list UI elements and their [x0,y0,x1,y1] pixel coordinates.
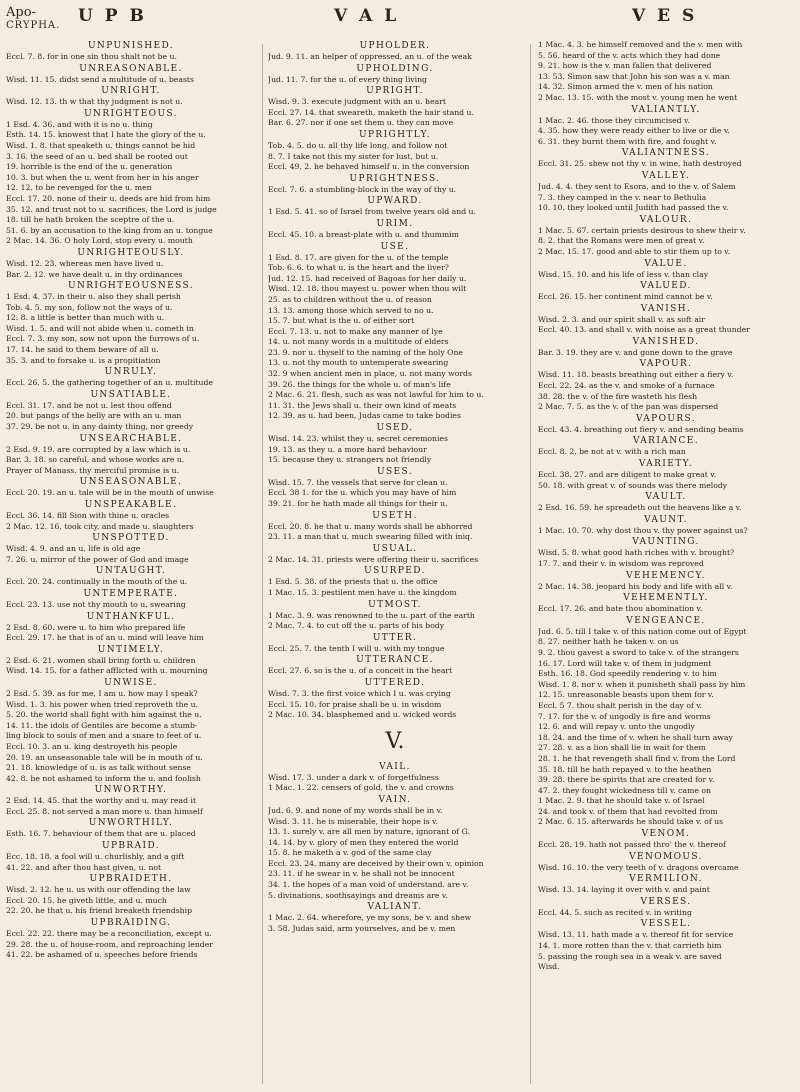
entry-headword: VALIANT. [367,902,423,913]
citation-line: Eccl. 7. 8. for in one sin thou shalt not be u. [6,52,177,61]
citation-line: 24. and took v. of them that had revolted from [538,806,718,816]
citation-line: Jud. 9. 11. an helper of oppressed, an u. of the weak [268,52,472,61]
citation-line: Eccl. 27. 6. so is the u. of a conceit in the heart [268,666,453,676]
citation-line: Eccl. 17. 20. none of their u. deeds are hid from him [6,193,211,203]
citation-line: 22. 20. he that u. his friend breaketh friendship [6,906,193,916]
citation-line: 2 Esd. 6. 21. women shall bring forth u. children [6,655,196,665]
entry-headword: UPBRAID. [101,841,161,852]
entry-headword: USE. [380,241,410,252]
citation-line: Wisd. 1. 8. that speaketh u. things cannot be hid [6,140,196,150]
citation-line: 20. but pangs of the belly are with an u. man [6,411,182,421]
entry-headword: UNTHANKFUL. [86,611,176,622]
citation-line: 6. 31. they burnt them with fire, and fought v. [538,136,717,146]
citation-line: Eccl. 7. 6. a stumbling-block in the way of thy u. [268,184,457,194]
citation-line: 38. 28. the v. of the fire wasteth his flesh [538,391,698,401]
citation-line: Jud. 4. 4. they sent to Esora, and to the v. of Salem [538,181,736,191]
citation-line: 2 Mac. 14. 36. O holy Lord, stop every u. mouth [6,236,193,246]
citation-line: Wisd. 9. 3. execute judgment with an u. heart [268,97,446,107]
citation-line: 18. 24. and the time of v. when he shall turn away [538,732,733,742]
citation-line: 14. 32. Simon armed the v. men of his nation [538,82,713,92]
citation-line: Eccl. 31. 17. and be not u. lest thou offend [6,400,172,410]
entry-headword: UPHOLDING. [356,63,434,74]
citation-line: Prayer of Manass. thy merciful promise is u. [6,465,180,475]
citation-line: 35. 3. and to forsake u. is a propitiation [6,355,161,365]
citation-line: Wisd. 15. 10. and his life of less v. than clay [538,269,709,279]
citation-line: 21. 18. knowledge of u. is as talk without sense [6,763,191,773]
citation-line: Eccl. 23. 24. many are deceived by their own v. opinion [268,858,484,868]
citation-line: 10. 3. but when the u. went from her in his anger [6,172,199,182]
column-guide-word-2: V A L [334,6,400,26]
entry-headword: VAIL. [379,761,411,772]
citation-line: 18. till he hath broken the sceptre of the u. [6,215,175,225]
entry-headword: VESSEL. [640,919,692,930]
entry-headword: VAUNT. [644,514,688,525]
citation-line: Wisd. 7. 3. the first voice which I u. was crying [268,688,451,698]
citation-line: Wisd. 1. 3. his power when tried reproveth the u. [6,699,198,709]
entry-headword: UPRIGHTNESS. [349,173,441,184]
citation-line: 14. u. not many words in a multitude of elders [268,337,449,347]
entry-headword: VARIANCE. [632,436,699,447]
entry-headword: UNWORTHILY. [88,818,174,829]
citation-line: Wisd. 14. 15. for a father afflicted with u. mourning [6,666,208,676]
citation-line: Tob. 4. 5. do u. all thy life long, and follow not [268,140,448,150]
entry-headword: UNPUNISHED. [87,41,175,51]
citation-line: 28. 1. he that revengeth shall find v. from the Lord [538,753,736,763]
citation-line: Eccl. 20. 8. he that u. many words shall be abhorred [268,521,473,531]
citation-line: Wisd. 13. 11. hath made a v. thereof fit for service [538,930,734,940]
citation-line: Wisd. 3. 11. he is miserable, their hope is v. [268,816,438,826]
citation-line: 13. 1. surely v. are all men by nature, ignorant of G. [268,827,470,837]
citation-line: Eccl. 8. 2. be not at v. with a rich man [538,447,686,457]
citation-line: Wisd. 12. 23. whereas men have lived u. [6,258,164,268]
citation-line: 2 Mac. 12. 16. took city, and made u. slaughters [6,521,194,531]
citation-line: Eccl. 10. 3. an u. king destroyeth his people [6,741,178,751]
citation-line: Wisd. [538,962,560,972]
citation-line: 8. 2. that the Romans were men of great v. [538,236,705,246]
entry-headword: UTTERED. [364,677,426,688]
entry-headword: VALLEY. [641,170,691,181]
citation-line: 12. 6. and will repay v. unto the ungodly [538,722,695,732]
citation-line: Eccl. 27. 14. that sweareth, maketh the hair stand u. [268,107,474,117]
entry-headword: VARIETY. [638,459,694,470]
citation-line: Eccl. 38 1. for the u. which you may have of him [268,488,457,498]
citation-line: 1 Mac. 3. 9. was renowned to the u. part of the earth [268,610,475,620]
entry-headword: UNSPEAKABLE. [84,500,178,510]
entry-headword: UPRIGHT. [366,86,424,97]
citation-line: 13. 53. Simon saw that John his son was a v. man [538,71,730,81]
citation-line: 5. passing the rough sea in a weak v. are saved [538,951,722,961]
citation-line: 23. 11. a man that u. much swearing filled with iniq. [268,532,473,542]
citation-line: Jud. 6. 5. till I take v. of this nation come out of Egypt [538,626,747,636]
citation-line: Esth. 14. 15. knowest that I hate the glory of the u. [6,130,206,140]
entry-headword: UTMOST. [368,599,422,610]
page-header [6,6,794,40]
citation-line: 47. 2. they fought wickedness till v. came on [538,785,711,795]
citation-line: 2 Esd. 14. 45. that the worthy and u. may read it [6,796,197,806]
citation-line: Eccl. 25. 7. the tenth I will u. with my tongue [268,643,445,653]
citation-line: 15. because they u. strangers not friendly [268,455,432,465]
citation-line: Wisd. 2. 12. he u. us with our offending the law [6,885,191,895]
citation-line: 2 Mac. 10. 34. blasphemed and u. wicked words [268,710,457,720]
citation-line: 1 Esd. 8. 17. are given for the u. of the temple [268,252,449,262]
citation-line: 12. 12. to be revenged for the u. men [6,183,152,193]
citation-line: Bar. 6. 27. nor if one set them u. they can move [268,118,454,128]
citation-line: 11. 31. the Jews shall u. their own kind of meats [268,400,457,410]
citation-line: 8. 7. I take not this my sister for lust, but u. [268,151,439,161]
citation-line: 3. 58. Judas said, arm yourselves, and be v. men [268,923,456,933]
entry-headword: UNREASONABLE. [79,63,183,74]
citation-line: 2 Esd. 16. 59. he spreadeth out the heavens like a v. [538,503,742,513]
citation-line: Eccl. 40. 13. and shall v. with noise as a great thunder [538,325,750,335]
entry-headword: UPBRAIDING. [90,918,172,929]
section-letter: V. [385,728,405,754]
entry-headword: UNWORTHY. [94,785,168,796]
citation-line: 1 Esd. 4. 36. and with it is no u. thing [6,119,153,129]
citation-line: Eccl. 20. 19. an u. tale will be in the mouth of unwise [6,488,214,498]
citation-line: Eccl. 23. 13. use not thy mouth to u. swearing [6,599,186,609]
citation-line: 7. 3. they camped in the v. near to Bethulia [538,192,707,202]
citation-line: 12. 8. a little is better than much with u. [6,313,165,323]
text-column-1 [6,40,256,1086]
citation-line: 1 Mac. 2. 46. those they circumcised v. [538,115,690,125]
entry-headword: VALUED. [640,281,692,292]
citation-line: 5. 20. the world shall fight with him against the u. [6,710,202,720]
citation-line: 1 Mac. 5. 67. certain priests desirous to shew their v. [538,225,746,235]
citation-line: 2 Esd. 5. 39. as for me, I am u. how may I speak? [6,688,198,698]
citation-line: 16. 17. Lord will take v. of them in judgment [538,658,712,668]
citation-line: Wisd. 11. 15. didst send a multitude of u. beasts [6,74,194,84]
citation-line: 1 Esd. 5. 38. of the priests that u. the office [268,577,438,587]
citation-line: 41. 22. be ashamed of u. speeches before friends [6,950,198,960]
citation-line: Wisd. 4. 9. and an u. life is old age [6,544,141,554]
citation-line: Eccl. 7. 3. my son, sow not upon the furrows of u. [6,334,200,344]
entry-headword: UNSPOTTED. [92,533,170,544]
citation-line: Wisd. 16. 10. the very teeth of v. dragons overcame [538,862,739,872]
citation-line: Wisd. 15. 7. the vessels that serve for clean u. [268,477,448,487]
citation-line: Bar. 3. 19. they are v. and gone down to the grave [538,347,733,357]
citation-line: Ecc. 18. 18. a fool will u. churlishly, and a gift [6,852,185,862]
citation-line: 51. 6. by an accusation to the king from an u. tongue [6,225,213,235]
citation-line: 15. 8. he maketh a v. god of the same clay [268,848,432,858]
citation-line: 25. as to children without the u. of reason [268,294,432,304]
entry-headword: UNSATIABLE. [90,389,172,400]
citation-line: Esth. 16. 18. God speedily rendering v. to him [538,669,717,679]
entry-headword: VANISH. [640,303,692,314]
citation-line: 14. 1. more rotten than the v. that carrieth him [538,941,722,951]
citation-line: 3. 16. the seed of an u. bed shall be rooted out [6,151,188,161]
citation-line: 27. 28. v. as a lion shall lie in wait for them [538,743,706,753]
entry-headword: VALIANTNESS. [621,148,711,159]
citation-line: Jud. 6. 9. and none of my words shall be in v. [268,805,443,815]
citation-line: 41. 22. and after thou hast given, u. not [6,862,162,872]
citation-line: 2 Mac. 6. 21. flesh, such as was not lawful for him to u. [268,390,484,400]
entry-headword: VAPOUR. [639,359,693,370]
entry-headword: UNTAUGHT. [95,566,167,577]
citation-line: Eccl. 20. 15. he giveth little, and u. much [6,895,167,905]
citation-line: 34. 1. the hopes of a man void of understand. are v. [268,880,469,890]
citation-line: Eccl. 29. 17. he that is of an u. mind will leave him [6,633,204,643]
citation-line: Wisd. 13. 14. laying it over with v. and paint [538,885,710,895]
citation-line: Eccl. 15. 10. for praise shall be u. in wisdom [268,699,442,709]
text-column-2 [268,40,522,1086]
entry-headword: UNRIGHTEOUSNESS. [67,281,195,292]
citation-line: 2 Mac. 15. 17. good and able to stir them up to v. [538,246,731,256]
citation-line: 2 Mac. 13. 15. with the most v. young men he went [538,92,738,102]
citation-line: 32. 9 when ancient men in place, u. not many words [268,369,472,379]
citation-line: 1 Mac. 1. 22. censers of gold, the v. and crowns [268,783,454,793]
citation-line: 19. 13. as they u. a more hard behaviour [268,444,427,454]
citation-line: Eccl. 28. 19. hath not passed thro' the v. thereof [538,840,726,850]
citation-line: Jud. 12. 15. had received of Bagoas for her daily u. [268,273,467,283]
entry-headword: URIM. [376,218,414,229]
citation-line: Wisd. 17. 3. under a dark v. of forgetfulness [268,772,439,782]
column-guide-word-1: U P B [78,6,147,26]
citation-line: Wisd. 5. 8. what good hath riches with v. brought? [538,548,735,558]
entry-headword: VALIANTLY. [631,104,701,115]
column-divider [530,44,531,1084]
entry-headword: VEHEMENCY. [626,570,706,581]
entry-headword: VAPOURS. [635,413,697,424]
citation-line: 17. 14. he said to them beware of all u. [6,345,159,355]
entry-headword: VANISHED. [632,336,700,347]
citation-line: 1 Mac. 10. 70. why dost thou v. thy power against us? [538,525,748,535]
citation-line: Eccl. 43. 4. breathing out fiery v. and sending beams [538,424,744,434]
citation-line: 5. divinations, soothsayings and dreams are v. [268,890,448,900]
citation-line: 14. 11. the idols of Gentiles are become a stumb- [6,720,198,730]
citation-line: Eccl. 36. 14. fill Sion with thine u. oracles [6,511,170,520]
column-guide-word-3: V E S [632,6,698,26]
citation-line: 2 Esd. 8. 60. were u. to him who prepared life [6,622,186,632]
citation-line: Eccl. 44. 5. such as recited v. in writing [538,907,692,917]
entry-headword: UNWISE. [104,677,158,688]
citation-line: 23. 9. nor u. thyself to the naming of the holy One [268,347,463,357]
entry-headword: USETH. [372,510,418,521]
citation-line: 2 Mac. 7. 5. as the v. of the pan was dispersed [538,402,719,412]
citation-line: 12. 39. as u. had been, Judas came to take bodies [268,411,461,421]
citation-line: 7. 26. u. mirror of the power of God and image [6,554,189,564]
citation-line: Esth. 16. 7. behaviour of them that are u. placed [6,829,196,839]
citation-line: 17. 7. and their v. in wisdom was reproved [538,559,704,568]
entry-headword: VEHEMENTLY. [623,593,709,604]
text-column-3 [538,40,794,1086]
citation-line: 1 Mac. 2. 9. that he should take v. of Israel [538,796,705,806]
citation-line: Wisd. 14. 23. whilst they u. secret ceremonies [268,434,448,444]
citation-line: Eccl. 17. 26. and hate thou abomination v. [538,604,703,614]
entry-headword: UTTER. [372,632,418,643]
entry-headword: USES. [376,466,414,477]
citation-line: 13. u. not thy mouth to untemperate swearing [268,358,449,368]
entry-headword: UNRULY. [104,367,158,378]
citation-line: 14. 14. by v. glory of men they entered the world [268,837,459,847]
citation-line: Eccl. 20. 24. continually in the mouth of the u. [6,577,188,587]
citation-line: ling block to souls of men and a snare to feet of u. [6,731,202,741]
entry-headword: UPHOLDER. [359,41,431,51]
citation-line: 2 Mac. 14. 31. priests were offering their u. sacrifices [268,554,479,564]
citation-line: Eccl. 26. 5. the gathering together of an u. multitude [6,378,213,388]
entry-headword: UNSEASONABLE. [79,477,183,488]
running-title-bottom: CRYPHA. [6,20,61,31]
citation-line: 12. 15. unreasonable beasts upon them for v. [538,690,714,700]
citation-line: Eccl. 25. 8. not served a man more u. than himself [6,806,203,816]
entry-headword: UPWARD. [367,196,423,207]
citation-line: 39. 28. there be spirits that are created for v. [538,775,715,785]
running-title [6,6,60,32]
citation-line: 23. 11. if he swear in v. he shall not be innocent [268,869,455,879]
entry-headword: USUAL. [372,543,418,554]
entry-headword: USURPED. [364,566,426,577]
citation-line: Tob. 6. 6. to what u. is the heart and the liver? [268,263,449,273]
citation-line: Eccl. 26. 15. her continent mind cannot be v. [538,292,713,302]
entry-headword: VERSES. [640,896,692,907]
citation-line: 9. 21. how is the v. man fallen that delivered [538,61,712,71]
citation-line: Wisd. 12. 13. th w that thy judgment is not u. [6,97,183,107]
citation-line: 2 Mac. 14. 38. jeopard his body and life with all v. [538,581,733,591]
entry-headword: USED. [376,423,414,434]
citation-line: 2 Esd. 9. 19. are corrupted by a law which is u. [6,444,191,454]
citation-line: 5. 56. heard of the v. acts which they had done [538,50,721,60]
citation-line: 1 Mac. 4. 3. he himself removed and the v. men with [538,40,743,49]
entry-headword: UTTERANCE. [356,655,434,666]
citation-line: 37. 29. be not u. in any dainty thing, nor greedy [6,422,194,432]
citation-line: 35. 18. till he hath repayed v. to the heathen [538,764,712,774]
citation-line: 39. 21. for he hath made all things for their u. [268,499,448,508]
citation-line: Tob. 4. 5. my son, follow not the ways of u. [6,302,173,312]
citation-line: Wisd. 1. 5. and will not abide when u. cometh in [6,323,194,333]
entry-headword: VAUNTING. [632,537,700,548]
entry-headword: UPRIGHTLY. [358,129,432,140]
entry-headword: VALUE. [644,258,688,269]
column-divider [262,44,263,1084]
citation-line: 2 Mac. 7. 4. to cut off the u. parts of his body [268,621,445,631]
entry-headword: VAIN. [378,794,412,805]
citation-line: 20. 19. an unseasonable tale will be in mouth of u. [6,752,203,762]
citation-line: 2 Mac. 6. 15. afterwards he should take v. of us [538,817,724,827]
citation-line: Wisd. 11. 18. beasts breathing out either a fiery v. [538,370,734,380]
citation-line: 4. 35. how they were ready either to live or die v. [538,126,730,136]
entry-headword: UNTEMPERATE. [83,588,179,599]
citation-line: 8. 27. neither hath he taken v. on us [538,637,679,647]
citation-line: Eccl. 31. 25. shew not thy v. in wine, hath destroyed [538,159,742,169]
citation-line: Eccl. 22. 24. as the v. and smoke of a furnace [538,381,715,391]
citation-line: 29. 28. the u. of house-room, and reproaching lender [6,939,213,949]
citation-line: Eccl. 45. 10. a breast-plate with u. and thummim [268,229,459,239]
citation-line: Eccl. 22. 22. there may be a reconciliation, except u. [6,929,212,939]
citation-line: 1 Esd. 4. 37. in their u. also they shall perish [6,292,181,302]
entry-headword: UNRIGHTEOUSLY. [77,247,185,258]
citation-line: 1 Mac. 2. 64. wherefore, ye my sons, be v. and shew [268,913,472,923]
citation-line: Eccl. 49. 2. he behaved himself u. in the conversion [268,162,470,172]
citation-line: 39. 26. the things for the whole u. of man's life [268,379,451,389]
citation-line: Wisd. 1. 8. nor v. when it punisheth shall pass by him [538,679,746,689]
citation-line: 1 Esd. 5. 41. so of Israel from twelve years old and u. [268,207,476,217]
entry-headword: UNTIMELY. [97,644,165,655]
entry-headword: UNRIGHT. [101,86,161,97]
entry-headword: UNRIGHTEOUS. [84,108,178,119]
citation-line: Eccl. 7. 13. u. not to make any manner of lye [268,326,443,336]
entry-headword: VENGEANCE. [626,615,706,626]
citation-line: Eccl. 38. 27. and are diligent to make great v. [538,470,717,480]
entry-headword: VAULT. [645,492,687,503]
citation-line: Wisd. 2. 3. and our spirit shall v. as soft air [538,314,705,324]
citation-line: 1 Mac. 15. 3. pestilent men have u. the kingdom [268,587,457,597]
citation-line: Eccl. 5 7. thou shalt perish in the day of v. [538,700,703,710]
citation-line: 50. 18. with great v. of sounds was there melody [538,480,728,490]
entry-headword: VENOMOUS. [629,851,703,862]
citation-line: Jud. 11. 7. for the u. of every thing living [268,74,427,84]
citation-line: 35. 12. and trust not to u. sacrifices, the Lord is judge [6,204,217,214]
citation-line: Bar. 2. 12. we have dealt u. in thy ordinances [6,269,183,279]
running-title-top: Apo- [6,5,36,20]
entry-headword: UPBRAIDETH. [89,874,173,885]
citation-line: 9. 2. thou gavest a sword to take v. of the strangers [538,647,739,657]
citation-line: 19. horrible is the end of the u. generation [6,162,173,172]
citation-line: 7. 17. for the v. of ungodly is fire and worms [538,711,711,721]
citation-line: 15. 7. but what is the u. of either sort [268,316,415,326]
entry-headword: VERMILION. [629,874,703,885]
citation-line: 42. 8. be not ashamed to inform the u. and foolish [6,773,201,783]
citation-line: 10. 10. they looked until Judith had passed the v. [538,203,729,213]
entry-headword: VENOM. [641,829,691,840]
citation-line: Wisd. 12. 18. thou mayest u. power when thou wilt [268,284,467,294]
citation-line: Bar. 3. 18. so careful, and whose works are u. [6,455,185,465]
entry-headword: UNSEARCHABLE. [79,433,183,444]
citation-line: 13. 13. among those which served to no u. [268,305,434,315]
entry-headword: VALOUR. [639,214,693,225]
